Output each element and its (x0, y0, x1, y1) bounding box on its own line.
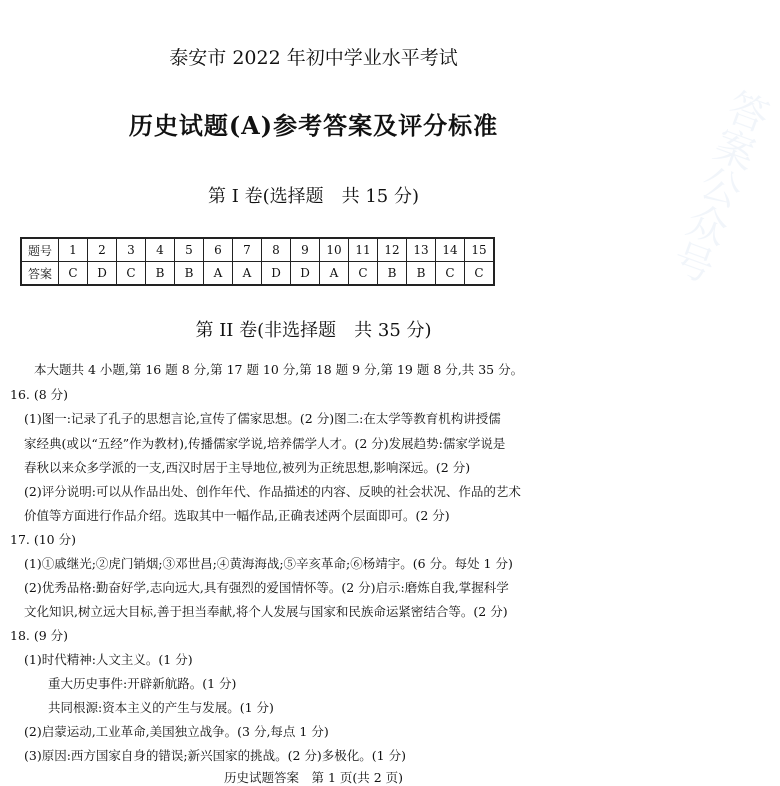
answer-cell: A (204, 262, 233, 286)
question-number: 12 (378, 238, 407, 262)
number-row (21, 238, 494, 262)
question-number: 10 (320, 238, 349, 262)
answer-row (21, 262, 494, 286)
answer-cell: B (407, 262, 436, 286)
question-number: 4 (146, 238, 175, 262)
answer-table (20, 237, 495, 286)
answer-cell: D (291, 262, 320, 286)
page-footer: 历史试题答案 第 1 页(共 2 页) (223, 770, 404, 785)
question-17-heading: 17. (10 分) (10, 532, 76, 547)
question-number: 3 (117, 238, 146, 262)
question-number: 5 (175, 238, 204, 262)
question-18-heading: 18. (9 分) (10, 628, 69, 643)
answer-cell: B (146, 262, 175, 286)
answer-line: 春秋以来众多学派的一支,西汉时居于主导地位,被列为正统思想,影响深远。(2 分) (24, 460, 471, 475)
answer-line: 家经典(或以“五经”作为教材),传播儒家学说,培养儒学人才。(2 分)发展趋势:儒家学说是 (24, 436, 506, 451)
part2-intro: 本大题共 4 小题,第 16 题 8 分,第 17 题 10 分,第 18 题 9 分,第 19 题 8 分,共 35 分。 (34, 362, 524, 377)
answer-line: (1)时代精神:人文主义。(1 分) (24, 652, 193, 667)
question-number: 8 (262, 238, 291, 262)
question-number: 14 (436, 238, 465, 262)
part2-heading: 第 II 卷(非选择题 共 35 分) (195, 320, 432, 341)
answer-line: (3)原因:西方国家自身的错误;新兴国家的挑战。(2 分)多极化。(1 分) (24, 748, 406, 763)
answer-cell: A (233, 262, 262, 286)
answer-cell: D (262, 262, 291, 286)
question-16-heading: 16. (8 分) (10, 387, 69, 402)
answer-line: 共同根源:资本主义的产生与发展。(1 分) (48, 700, 274, 715)
question-number: 13 (407, 238, 436, 262)
row-label-number: 题号 (21, 238, 59, 262)
answer-cell: B (175, 262, 204, 286)
question-number: 6 (204, 238, 233, 262)
document-title: 历史试题(A)参考答案及评分标准 (128, 111, 499, 140)
question-number: 9 (291, 238, 320, 262)
answer-cell: D (88, 262, 117, 286)
answer-line: 价值等方面进行作品介绍。选取其中一幅作品,正确表述两个层面即可。(2 分) (24, 508, 450, 523)
answer-line: 重大历史事件:开辟新航路。(1 分) (48, 676, 237, 691)
question-number: 11 (349, 238, 378, 262)
answer-cell: B (378, 262, 407, 286)
answer-cell: C (436, 262, 465, 286)
question-number: 7 (233, 238, 262, 262)
answer-line: (2)评分说明:可以从作品出处、创作年代、作品描述的内容、反映的社会状况、作品的艺术 (24, 484, 521, 499)
question-number: 2 (88, 238, 117, 262)
question-number: 15 (465, 238, 495, 262)
exam-name: 泰安市 2022 年初中学业水平考试 (169, 47, 458, 69)
answer-line: 文化知识,树立远大目标,善于担当奉献,将个人发展与国家和民族命运紧密结合等。(2 分) (24, 604, 508, 619)
answer-line: (2)启蒙运动,工业革命,美国独立战争。(3 分,每点 1 分) (24, 724, 329, 739)
answer-line: (2)优秀品格:勤奋好学,志向远大,具有强烈的爱国情怀等。(2 分)启示:磨炼自我,掌握科学 (24, 580, 509, 595)
answer-cell: C (59, 262, 88, 286)
answer-cell: A (320, 262, 349, 286)
answer-line: (1)图一:记录了孔子的思想言论,宣传了儒家思想。(2 分)图二:在太学等教育机构讲授儒 (24, 411, 501, 426)
row-label-answer: 答案 (21, 262, 59, 286)
question-number: 1 (59, 238, 88, 262)
answer-cell: C (349, 262, 378, 286)
part1-heading: 第 I 卷(选择题 共 15 分) (208, 186, 419, 207)
answer-cell: C (117, 262, 146, 286)
answer-cell: C (465, 262, 495, 286)
answer-line: (1)①戚继光;②虎门销烟;③邓世昌;④黄海海战;⑤辛亥革命;⑥杨靖宇。(6 分。每处 1 分) (24, 556, 513, 571)
watermark: 答案公众号 (662, 83, 775, 287)
